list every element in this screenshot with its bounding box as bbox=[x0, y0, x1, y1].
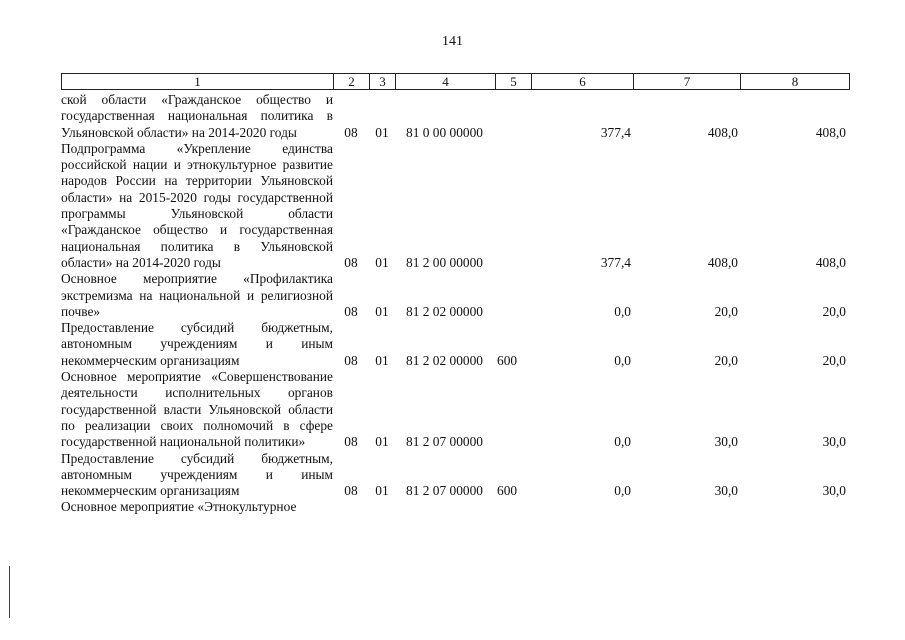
table-row bbox=[61, 92, 850, 141]
row-value-7: 20,0 bbox=[714, 303, 738, 319]
row-description: ской области «Гражданское общество и государственная национальная политика в Ульяновской области» на 2014-2020 годы bbox=[61, 92, 333, 140]
table-row bbox=[61, 141, 850, 271]
row-value-7: 30,0 bbox=[714, 434, 738, 450]
table-row bbox=[61, 451, 850, 500]
table-body bbox=[61, 92, 850, 516]
row-value-6: 0,0 bbox=[614, 483, 631, 499]
row-value-6: 377,4 bbox=[600, 254, 631, 270]
table-header bbox=[61, 73, 850, 90]
row-expense-type: 600 bbox=[497, 483, 518, 499]
row-value-7: 408,0 bbox=[707, 254, 738, 270]
row-section: 08 bbox=[344, 254, 358, 270]
row-target-code: 81 2 07 00000 bbox=[406, 483, 483, 499]
row-value-7: 30,0 bbox=[714, 483, 738, 499]
table-row bbox=[61, 369, 850, 450]
row-expense-type: 600 bbox=[497, 352, 518, 368]
page-number: 141 bbox=[442, 34, 463, 49]
row-target-code: 81 2 00 00000 bbox=[406, 254, 483, 270]
row-description: Основное мероприятие «Этнокультурное bbox=[61, 499, 297, 515]
row-subsection: 01 bbox=[375, 352, 389, 368]
row-section: 08 bbox=[344, 434, 358, 450]
header-col-4: 4 bbox=[396, 74, 496, 89]
row-value-8: 30,0 bbox=[822, 434, 846, 450]
row-subsection: 01 bbox=[375, 254, 389, 270]
header-col-7: 7 bbox=[634, 74, 741, 89]
table-row bbox=[61, 499, 850, 515]
row-target-code: 81 2 02 00000 bbox=[406, 303, 483, 319]
row-section: 08 bbox=[344, 124, 358, 140]
row-value-7: 20,0 bbox=[714, 352, 738, 368]
table-row bbox=[61, 271, 850, 320]
row-value-8: 30,0 bbox=[822, 483, 846, 499]
row-section: 08 bbox=[344, 303, 358, 319]
row-section: 08 bbox=[344, 352, 358, 368]
header-col-3: 3 bbox=[370, 74, 396, 89]
row-target-code: 81 2 02 00000 bbox=[406, 352, 483, 368]
row-value-6: 377,4 bbox=[600, 124, 631, 140]
row-value-7: 408,0 bbox=[707, 124, 738, 140]
row-target-code: 81 0 00 00000 bbox=[406, 124, 483, 140]
row-value-8: 408,0 bbox=[815, 254, 846, 270]
row-description: Предоставление субсидий бюджетным, автономным учреждениям и иным некоммерческим организациям bbox=[61, 320, 333, 368]
table-row bbox=[61, 320, 850, 369]
row-value-8: 20,0 bbox=[822, 303, 846, 319]
row-value-8: 20,0 bbox=[822, 352, 846, 368]
row-description: Основное мероприятие «Профилактика экстремизма на национальной и религиозной почве» bbox=[61, 271, 333, 319]
row-subsection: 01 bbox=[375, 483, 389, 499]
header-col-2: 2 bbox=[334, 74, 370, 89]
row-value-6: 0,0 bbox=[614, 352, 631, 368]
header-col-6: 6 bbox=[532, 74, 634, 89]
row-description: Подпрограмма «Укрепление единства российской нации и этнокультурное развитие народов России на территории Ульяновской области» на 2015-2020 годы государственной программы Ульяновской области «Гражданское общество и государственная национальная политика в Ульяновской области» на 2014-2020 годы bbox=[61, 140, 333, 270]
row-value-8: 408,0 bbox=[815, 124, 846, 140]
header-col-1: 1 bbox=[62, 74, 334, 89]
row-description: Основное мероприятие «Совершенствование деятельности исполнительных органов государственной власти Ульяновской области по реализации своих полномочий в сфере государственной национальной политики» bbox=[61, 369, 333, 450]
row-subsection: 01 bbox=[375, 434, 389, 450]
row-section: 08 bbox=[344, 483, 358, 499]
row-subsection: 01 bbox=[375, 124, 389, 140]
header-col-5: 5 bbox=[496, 74, 532, 89]
row-value-6: 0,0 bbox=[614, 434, 631, 450]
row-target-code: 81 2 07 00000 bbox=[406, 434, 483, 450]
row-description: Предоставление субсидий бюджетным, автономным учреждениям и иным некоммерческим организациям bbox=[61, 450, 333, 499]
scan-margin-line bbox=[9, 566, 10, 618]
row-value-6: 0,0 bbox=[614, 303, 631, 319]
header-col-8: 8 bbox=[791, 74, 799, 89]
row-subsection: 01 bbox=[375, 303, 389, 319]
